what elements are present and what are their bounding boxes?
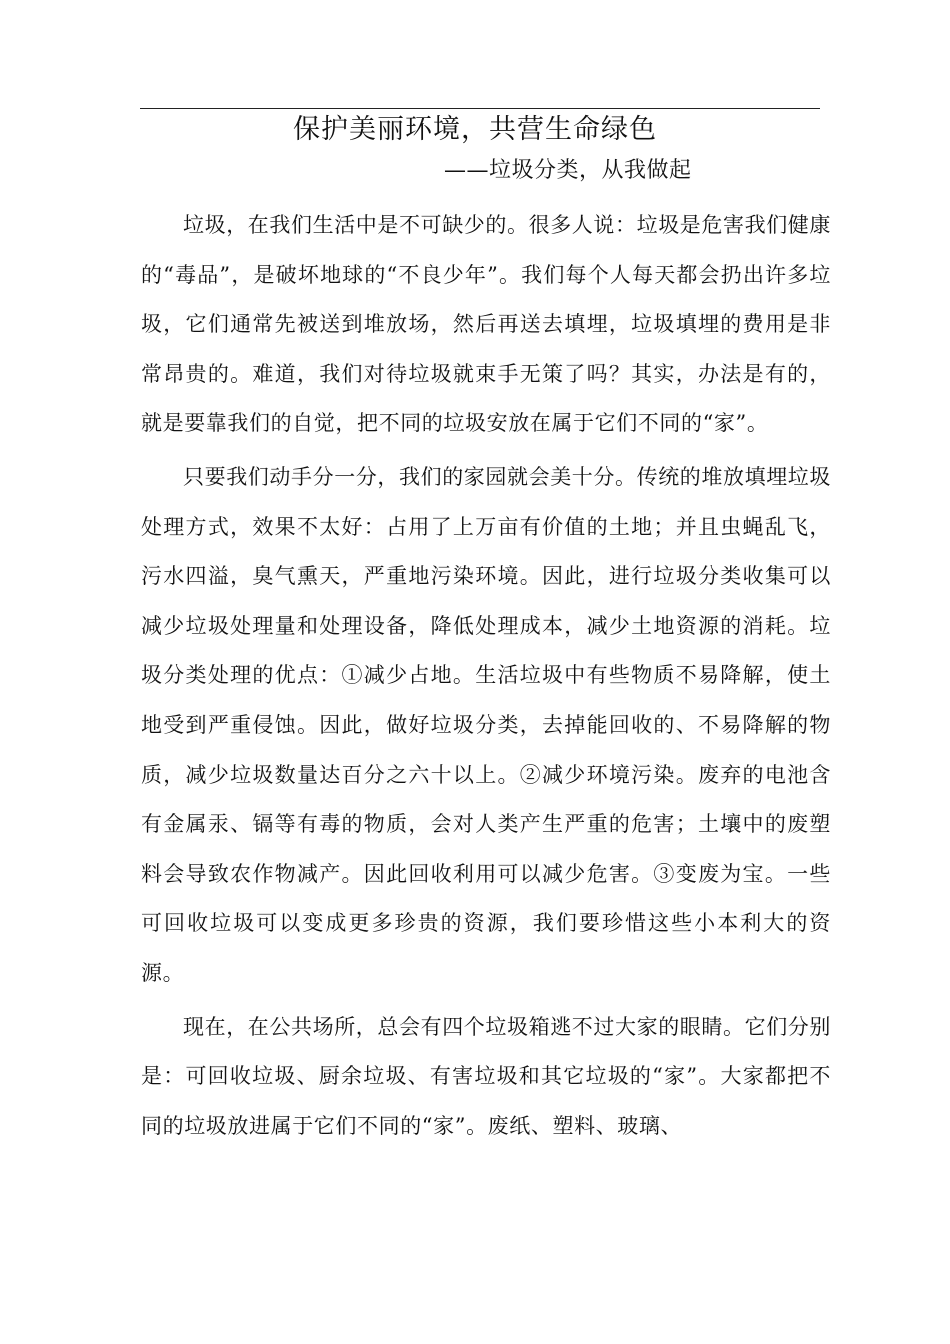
paragraph: 现在，在公共场所，总会有四个垃圾箱逃不过大家的眼睛。它们分别是：可回收垃圾、厨余垃圾、有害垃圾和其它垃圾的“家”。大家都把不同的垃圾放进属于它们不同的“家”。废纸、塑料、玻璃、	[141, 1014, 831, 1138]
document-subtitle: ——垃圾分类，从我做起	[444, 158, 692, 183]
document-title: 保护美丽环境，共营生命绿色	[293, 114, 657, 145]
document-body	[141, 201, 831, 1155]
header-rule	[140, 108, 820, 109]
paragraph: 垃圾，在我们生活中是不可缺少的。很多人说：垃圾是危害我们健康的“毒品”，是破坏地球的“不良少年”。我们每个人每天都会扔出许多垃圾，它们通常先被送到堆放场，然后再送去填埋，垃圾填埋的费用是非常昂贵的。难道，我们对待垃圾就束手无策了吗？其实，办法是有的，就是要靠我们的自觉，把不同的垃圾安放在属于它们不同的“家”。	[141, 213, 831, 436]
paragraph: 只要我们动手分一分，我们的家园就会美十分。传统的堆放填埋垃圾处理方式，效果不太好：占用了上万亩有价值的土地；并且虫蝇乱飞，污水四溢，臭气熏天，严重地污染环境。因此，进行垃圾分类收集可以减少垃圾处理量和处理设备，降低处理成本，减少土地资源的消耗。垃圾分类处理的优点：①减少占地。生活垃圾中有些物质不易降解，使土地受到严重侵蚀。因此，做好垃圾分类，去掉能回收的、不易降解的物质，减少垃圾数量达百分之六十以上。②减少环境污染。废弃的电池含有金属汞、镉等有毒的物质，会对人类产生严重的危害；土壤中的废塑料会导致农作物减产。因此回收利用可以减少危害。③变废为宝。一些可回收垃圾可以变成更多珍贵的资源，我们要珍惜这些小本利大的资源。	[141, 464, 831, 985]
